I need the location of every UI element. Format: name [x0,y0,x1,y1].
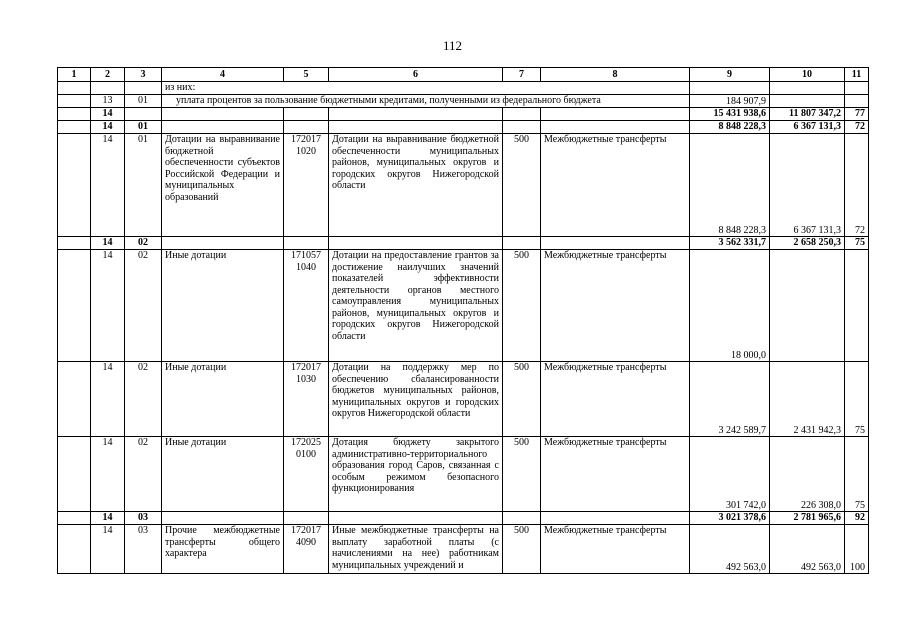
col-header: 3 [125,68,162,82]
table-row: 14 02 Иные дотации 172025 0100 Дотация бюджету закрытого административно-территориального образования город Саров, связанная с особым режимом безопасного функционирования 500 Межбюджетные трансферты 301 742,0 226 308,0 75 [58,437,869,512]
budget-table [57,67,869,574]
col-header: 11 [845,68,869,82]
table-row: 14 03 Прочие межбюджетные трансферты общего характера 172017 4090 Иные межбюджетные трансферты на выплату заработной платы (с начислениями на нее) работникам муниципальных учреждений и 500 Межбюджетные трансферты 492 563,0 492 563,0 100 [58,525,869,574]
table-row: 14 02 Иные дотации 171057 1040 Дотации на предоставление грантов за достижение наилучших значений показателей эффективности деятельности органов местного самоуправления муниципальных районов, муниципальных округов и городских округов Нижегородской области 500 Межбюджетные трансферты 18 000,0 [58,250,869,362]
table-row [58,82,869,95]
col-header: 4 [162,68,284,82]
table-row: 14 02 3 562 331,7 2 658 250,3 75 [58,237,869,250]
table-row: 13 01 уплата процентов за пользование бюджетными кредитами, полученными из федерального бюджета 184 907,9 [58,95,869,108]
subheading-text: из них: [162,82,690,95]
col-header: 10 [770,68,845,82]
col-header: 6 [329,68,503,82]
table-row: 14 15 431 938,6 11 807 347,2 77 [58,108,869,121]
col-header: 5 [284,68,329,82]
col-header: 2 [91,68,125,82]
col-header: 7 [503,68,541,82]
header-row [58,68,869,82]
col-header: 9 [690,68,770,82]
page-number: 112 [442,38,463,53]
col-header: 1 [58,68,91,82]
table-row: 14 01 8 848 228,3 6 367 131,3 72 [58,121,869,134]
col-header: 8 [541,68,690,82]
table-row: 14 03 3 021 378,6 2 781 965,6 92 [58,512,869,525]
table-row: 14 01 Дотации на выравнивание бюджетной обеспеченности субъектов Российской Федерации и муниципальных образований 172017 1020 Дотации на выравнивание бюджетной обеспеченности муниципальных районов, муниципальных округов и городских округов Нижегородской области 500 Межбюджетные трансферты 8 848 228,3 6 367 131,3 72 [58,134,869,237]
table-row: 14 02 Иные дотации 172017 1030 Дотации на поддержку мер по обеспечению сбалансированности бюджетов муниципальных районов, муниципальных округов и городских округов Нижегородской области 500 Межбюджетные трансферты 3 242 589,7 2 431 942,3 75 [58,362,869,437]
